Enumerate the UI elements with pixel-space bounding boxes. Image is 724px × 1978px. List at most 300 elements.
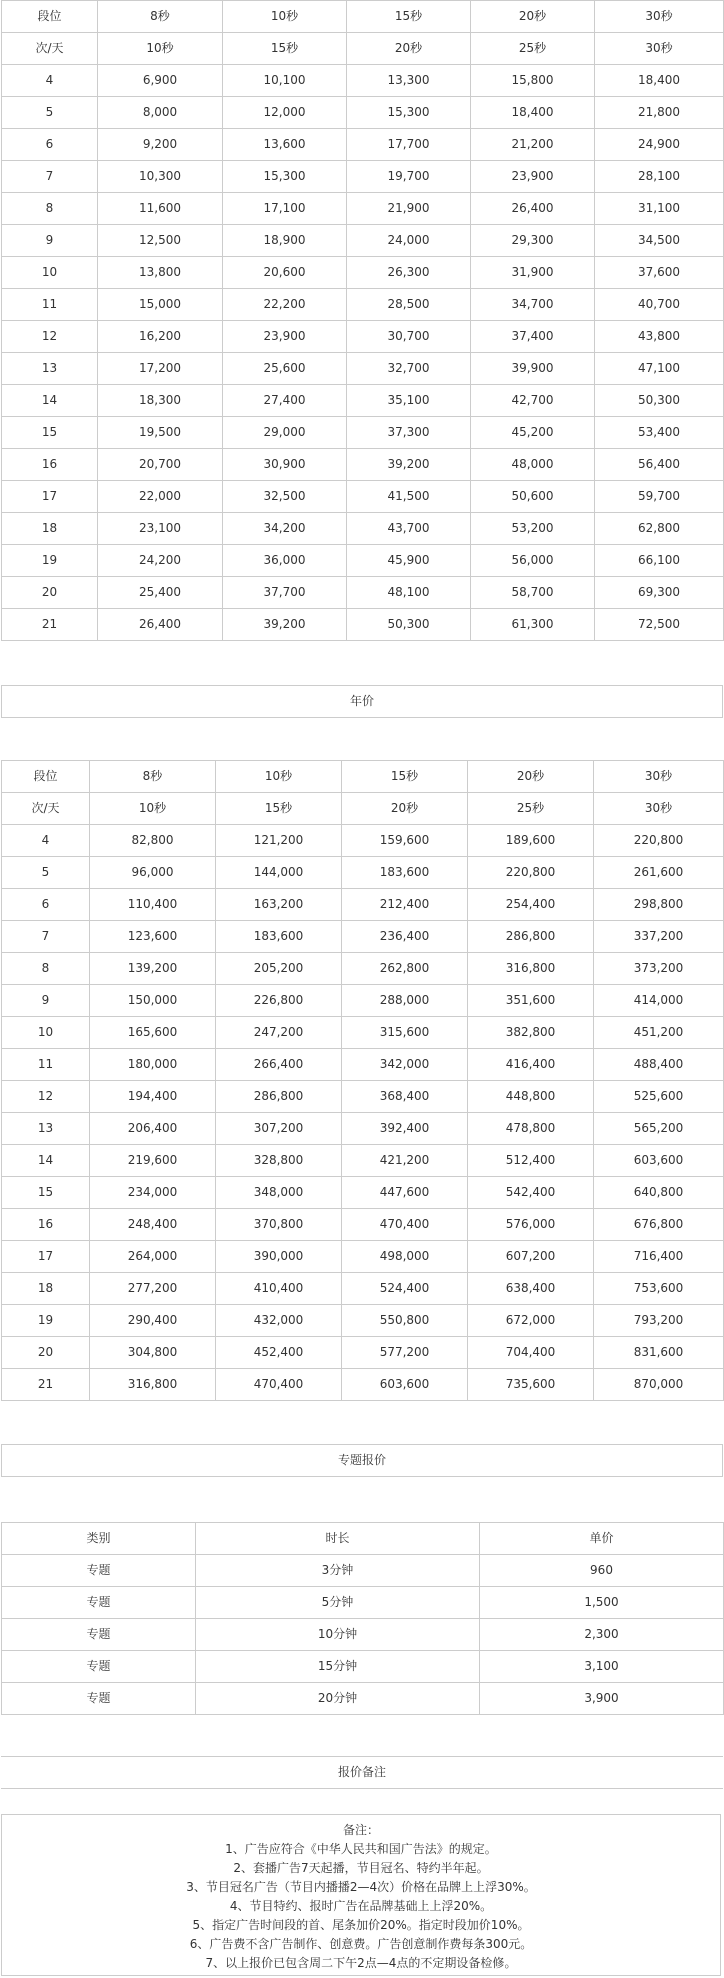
- table-cell: 30秒: [594, 793, 724, 825]
- table-cell: 13: [2, 353, 98, 385]
- table-cell: 15,800: [471, 65, 595, 97]
- table-cell: 26,300: [347, 257, 471, 289]
- table-cell: 316,800: [468, 953, 594, 985]
- table-cell: 25秒: [468, 793, 594, 825]
- table-cell: 4: [2, 65, 98, 97]
- table-cell: 59,700: [595, 481, 724, 513]
- table-cell: 23,100: [98, 513, 223, 545]
- table-cell: 793,200: [594, 1305, 724, 1337]
- table-cell: 753,600: [594, 1273, 724, 1305]
- table-row: [2, 449, 724, 481]
- table-cell: 16: [2, 1209, 90, 1241]
- table-cell: 189,600: [468, 825, 594, 857]
- table-cell: 17,200: [98, 353, 223, 385]
- table-cell: 32,700: [347, 353, 471, 385]
- special-topic-price-table: [1, 1522, 724, 1715]
- table-cell: 23,900: [223, 321, 347, 353]
- table-cell: 1,500: [480, 1587, 724, 1619]
- table-row: [2, 825, 724, 857]
- table-cell: 960: [480, 1555, 724, 1587]
- table-cell: 286,800: [468, 921, 594, 953]
- table-header-row: [2, 793, 724, 825]
- table-cell: 139,200: [90, 953, 216, 985]
- table-cell: 368,400: [342, 1081, 468, 1113]
- table-cell: 12,000: [223, 97, 347, 129]
- table-cell: 41,500: [347, 481, 471, 513]
- table-cell: 15: [2, 417, 98, 449]
- table-cell: 30,700: [347, 321, 471, 353]
- table-cell: 13,600: [223, 129, 347, 161]
- table-cell: 315,600: [342, 1017, 468, 1049]
- daily-price-table-body: [2, 1, 724, 641]
- note-line-5: 5、指定广告时间段的首、尾条加价20%。指定时段加价10%。: [192, 1918, 530, 1932]
- table-cell: 20,600: [223, 257, 347, 289]
- table-cell: 24,900: [595, 129, 724, 161]
- table-cell: 32,500: [223, 481, 347, 513]
- table-cell: 37,600: [595, 257, 724, 289]
- table-cell: 31,900: [471, 257, 595, 289]
- table-cell: 40,700: [595, 289, 724, 321]
- table-cell: 316,800: [90, 1369, 216, 1401]
- table-cell: 498,000: [342, 1241, 468, 1273]
- table-cell: 447,600: [342, 1177, 468, 1209]
- table-cell: 39,200: [347, 449, 471, 481]
- table-cell: 34,700: [471, 289, 595, 321]
- table-row: [2, 1241, 724, 1273]
- table-cell: 6: [2, 129, 98, 161]
- table-cell: 25秒: [471, 33, 595, 65]
- table-row: [2, 1369, 724, 1401]
- table-cell: 50,600: [471, 481, 595, 513]
- table-cell: 13,300: [347, 65, 471, 97]
- table-cell: 21,800: [595, 97, 724, 129]
- table-cell: 13: [2, 1113, 90, 1145]
- table-cell: 390,000: [216, 1241, 342, 1273]
- table-cell: 39,200: [223, 609, 347, 641]
- table-cell: 638,400: [468, 1273, 594, 1305]
- table-cell: 212,400: [342, 889, 468, 921]
- table-cell: 28,100: [595, 161, 724, 193]
- table-cell: 16,200: [98, 321, 223, 353]
- table-row: [2, 129, 724, 161]
- table-cell: 19: [2, 545, 98, 577]
- table-cell: 205,200: [216, 953, 342, 985]
- table-cell: 11: [2, 289, 98, 321]
- table-cell: 150,000: [90, 985, 216, 1017]
- table-row: [2, 417, 724, 449]
- table-cell: 870,000: [594, 1369, 724, 1401]
- notes-box: [1, 1814, 721, 1976]
- table-cell: 10秒: [98, 33, 223, 65]
- table-cell: 次/天: [2, 33, 98, 65]
- table-cell: 56,000: [471, 545, 595, 577]
- table-cell: 432,000: [216, 1305, 342, 1337]
- table-cell: 8秒: [98, 1, 223, 33]
- table-cell: 48,000: [471, 449, 595, 481]
- table-cell: 25,600: [223, 353, 347, 385]
- table-cell: 20: [2, 1337, 90, 1369]
- table-cell: 11,600: [98, 193, 223, 225]
- table-cell: 29,300: [471, 225, 595, 257]
- table-row: [2, 1555, 724, 1587]
- table-cell: 22,000: [98, 481, 223, 513]
- table-cell: 43,700: [347, 513, 471, 545]
- table-cell: 382,800: [468, 1017, 594, 1049]
- table-cell: 20秒: [347, 33, 471, 65]
- table-cell: 7: [2, 921, 90, 953]
- table-cell: 370,800: [216, 1209, 342, 1241]
- table-cell: 7: [2, 161, 98, 193]
- table-cell: 82,800: [90, 825, 216, 857]
- table-cell: 337,200: [594, 921, 724, 953]
- table-cell: 676,800: [594, 1209, 724, 1241]
- table-cell: 15秒: [342, 761, 468, 793]
- table-cell: 351,600: [468, 985, 594, 1017]
- daily-price-table: [1, 0, 724, 641]
- table-cell: 603,600: [594, 1145, 724, 1177]
- table-row: [2, 857, 724, 889]
- table-cell: 47,100: [595, 353, 724, 385]
- table-row: [2, 353, 724, 385]
- table-cell: 6: [2, 889, 90, 921]
- table-row: [2, 161, 724, 193]
- table-cell: 21,200: [471, 129, 595, 161]
- note-line-7: 7、以上报价已包含周二下午2点—4点的不定期设备检修。: [205, 1956, 517, 1970]
- table-row: [2, 1177, 724, 1209]
- table-cell: 17: [2, 481, 98, 513]
- table-cell: 640,800: [594, 1177, 724, 1209]
- table-header-row: [2, 33, 724, 65]
- table-cell: 410,400: [216, 1273, 342, 1305]
- table-row: [2, 921, 724, 953]
- table-cell: 15秒: [216, 793, 342, 825]
- table-cell: 18: [2, 513, 98, 545]
- table-cell: 194,400: [90, 1081, 216, 1113]
- table-row: [2, 609, 724, 641]
- table-row: [2, 193, 724, 225]
- table-cell: 277,200: [90, 1273, 216, 1305]
- table-row: [2, 1113, 724, 1145]
- table-cell: 448,800: [468, 1081, 594, 1113]
- note-line-1: 1、广告应符合《中华人民共和国广告法》的规定。: [225, 1842, 497, 1856]
- table-cell: 261,600: [594, 857, 724, 889]
- notes-title: 备注：: [342, 1823, 379, 1837]
- table-cell: 264,000: [90, 1241, 216, 1273]
- table-cell: 9,200: [98, 129, 223, 161]
- table-cell: 3分钟: [196, 1555, 480, 1587]
- table-row: [2, 1145, 724, 1177]
- section-title-annual-price: 年价: [1, 685, 723, 718]
- table-row: [2, 65, 724, 97]
- table-cell: 专题: [2, 1683, 196, 1715]
- table-row: [2, 1651, 724, 1683]
- table-cell: 542,400: [468, 1177, 594, 1209]
- table-cell: 37,700: [223, 577, 347, 609]
- table-cell: 10: [2, 1017, 90, 1049]
- table-cell: 220,800: [468, 857, 594, 889]
- table-cell: 12: [2, 321, 98, 353]
- table-cell: 11: [2, 1049, 90, 1081]
- table-cell: 45,200: [471, 417, 595, 449]
- table-cell: 8,000: [98, 97, 223, 129]
- table-cell: 段位: [2, 1, 98, 33]
- table-cell: 19,700: [347, 161, 471, 193]
- table-row: [2, 953, 724, 985]
- table-cell: 603,600: [342, 1369, 468, 1401]
- table-cell: 18,400: [595, 65, 724, 97]
- table-cell: 716,400: [594, 1241, 724, 1273]
- table-cell: 672,000: [468, 1305, 594, 1337]
- table-cell: 392,400: [342, 1113, 468, 1145]
- table-cell: 121,200: [216, 825, 342, 857]
- table-cell: 342,000: [342, 1049, 468, 1081]
- table-cell: 15,300: [223, 161, 347, 193]
- table-cell: 414,000: [594, 985, 724, 1017]
- table-row: [2, 513, 724, 545]
- table-cell: 5: [2, 857, 90, 889]
- table-cell: 单价: [480, 1523, 724, 1555]
- table-cell: 262,800: [342, 953, 468, 985]
- table-cell: 607,200: [468, 1241, 594, 1273]
- table-header-row: [2, 1523, 724, 1555]
- table-cell: 18,300: [98, 385, 223, 417]
- table-cell: 15秒: [347, 1, 471, 33]
- table-cell: 53,400: [595, 417, 724, 449]
- table-cell: 328,800: [216, 1145, 342, 1177]
- table-cell: 236,400: [342, 921, 468, 953]
- table-cell: 8秒: [90, 761, 216, 793]
- table-cell: 17,700: [347, 129, 471, 161]
- table-row: [2, 1619, 724, 1651]
- table-header-row: [2, 1, 724, 33]
- table-cell: 3,900: [480, 1683, 724, 1715]
- note-line-2: 2、套播广告7天起播，节目冠名、特约半年起。: [233, 1861, 489, 1875]
- table-cell: 180,000: [90, 1049, 216, 1081]
- table-cell: 144,000: [216, 857, 342, 889]
- table-cell: 165,600: [90, 1017, 216, 1049]
- table-cell: 类别: [2, 1523, 196, 1555]
- table-cell: 525,600: [594, 1081, 724, 1113]
- table-cell: 550,800: [342, 1305, 468, 1337]
- table-cell: 21: [2, 1369, 90, 1401]
- table-cell: 524,400: [342, 1273, 468, 1305]
- table-cell: 69,300: [595, 577, 724, 609]
- table-cell: 29,000: [223, 417, 347, 449]
- table-cell: 248,400: [90, 1209, 216, 1241]
- table-cell: 段位: [2, 761, 90, 793]
- table-cell: 16: [2, 449, 98, 481]
- table-row: [2, 1587, 724, 1619]
- table-cell: 21: [2, 609, 98, 641]
- table-cell: 565,200: [594, 1113, 724, 1145]
- table-cell: 42,700: [471, 385, 595, 417]
- table-cell: 421,200: [342, 1145, 468, 1177]
- table-cell: 5分钟: [196, 1587, 480, 1619]
- table-cell: 373,200: [594, 953, 724, 985]
- table-cell: 512,400: [468, 1145, 594, 1177]
- table-cell: 22,200: [223, 289, 347, 321]
- table-cell: 220,800: [594, 825, 724, 857]
- table-row: [2, 889, 724, 921]
- table-row: [2, 1305, 724, 1337]
- table-cell: 6,900: [98, 65, 223, 97]
- table-cell: 123,600: [90, 921, 216, 953]
- table-cell: 183,600: [216, 921, 342, 953]
- note-line-3: 3、节目冠名广告（节目内播播2—4次）价格在品牌上上浮30%。: [186, 1880, 536, 1894]
- table-cell: 206,400: [90, 1113, 216, 1145]
- table-cell: 18,400: [471, 97, 595, 129]
- table-cell: 416,400: [468, 1049, 594, 1081]
- table-cell: 735,600: [468, 1369, 594, 1401]
- table-cell: 61,300: [471, 609, 595, 641]
- table-cell: 18,900: [223, 225, 347, 257]
- table-cell: 48,100: [347, 577, 471, 609]
- table-cell: 254,400: [468, 889, 594, 921]
- table-cell: 10: [2, 257, 98, 289]
- table-cell: 次/天: [2, 793, 90, 825]
- table-cell: 15分钟: [196, 1651, 480, 1683]
- table-cell: 37,400: [471, 321, 595, 353]
- table-row: [2, 1209, 724, 1241]
- table-cell: 72,500: [595, 609, 724, 641]
- table-cell: 10秒: [223, 1, 347, 33]
- table-cell: 15: [2, 1177, 90, 1209]
- table-cell: 12: [2, 1081, 90, 1113]
- table-cell: 26,400: [471, 193, 595, 225]
- table-cell: 348,000: [216, 1177, 342, 1209]
- table-cell: 831,600: [594, 1337, 724, 1369]
- table-cell: 专题: [2, 1555, 196, 1587]
- table-cell: 577,200: [342, 1337, 468, 1369]
- section-title-price-notes: 报价备注: [1, 1756, 723, 1789]
- table-row: [2, 1337, 724, 1369]
- table-row: [2, 225, 724, 257]
- table-cell: 20分钟: [196, 1683, 480, 1715]
- table-cell: 9: [2, 225, 98, 257]
- table-cell: 50,300: [347, 609, 471, 641]
- table-cell: 66,100: [595, 545, 724, 577]
- table-cell: 36,000: [223, 545, 347, 577]
- table-cell: 30,900: [223, 449, 347, 481]
- section-title-special-topic-price: 专题报价: [1, 1444, 723, 1477]
- table-cell: 10秒: [216, 761, 342, 793]
- table-cell: 25,400: [98, 577, 223, 609]
- table-cell: 45,900: [347, 545, 471, 577]
- table-cell: 163,200: [216, 889, 342, 921]
- table-cell: 20秒: [342, 793, 468, 825]
- table-cell: 35,100: [347, 385, 471, 417]
- table-cell: 27,400: [223, 385, 347, 417]
- table-cell: 专题: [2, 1619, 196, 1651]
- table-cell: 26,400: [98, 609, 223, 641]
- table-cell: 304,800: [90, 1337, 216, 1369]
- table-cell: 488,400: [594, 1049, 724, 1081]
- table-cell: 452,400: [216, 1337, 342, 1369]
- table-cell: 219,600: [90, 1145, 216, 1177]
- table-cell: 30秒: [595, 1, 724, 33]
- table-cell: 18: [2, 1273, 90, 1305]
- table-row: [2, 1273, 724, 1305]
- table-cell: 58,700: [471, 577, 595, 609]
- table-cell: 30秒: [595, 33, 724, 65]
- table-cell: 266,400: [216, 1049, 342, 1081]
- table-cell: 43,800: [595, 321, 724, 353]
- table-cell: 20秒: [471, 1, 595, 33]
- table-cell: 226,800: [216, 985, 342, 1017]
- table-cell: 50,300: [595, 385, 724, 417]
- table-cell: 234,000: [90, 1177, 216, 1209]
- table-cell: 24,000: [347, 225, 471, 257]
- table-cell: 704,400: [468, 1337, 594, 1369]
- table-cell: 8: [2, 193, 98, 225]
- table-cell: 576,000: [468, 1209, 594, 1241]
- special-topic-price-table-body: [2, 1523, 724, 1715]
- table-row: [2, 1081, 724, 1113]
- table-cell: 12,500: [98, 225, 223, 257]
- table-cell: 24,200: [98, 545, 223, 577]
- note-line-6: 6、广告费不含广告制作、创意费。广告创意制作费每条300元。: [189, 1937, 533, 1951]
- table-cell: 10秒: [90, 793, 216, 825]
- table-cell: 34,200: [223, 513, 347, 545]
- table-row: [2, 385, 724, 417]
- table-cell: 2,300: [480, 1619, 724, 1651]
- table-cell: 20,700: [98, 449, 223, 481]
- table-row: [2, 577, 724, 609]
- table-cell: 14: [2, 1145, 90, 1177]
- table-cell: 3,100: [480, 1651, 724, 1683]
- table-row: [2, 289, 724, 321]
- table-row: [2, 985, 724, 1017]
- table-cell: 451,200: [594, 1017, 724, 1049]
- table-cell: 专题: [2, 1587, 196, 1619]
- table-cell: 9: [2, 985, 90, 1017]
- table-row: [2, 321, 724, 353]
- annual-price-table: [1, 760, 724, 1401]
- table-cell: 20: [2, 577, 98, 609]
- table-cell: 23,900: [471, 161, 595, 193]
- table-cell: 专题: [2, 1651, 196, 1683]
- table-cell: 53,200: [471, 513, 595, 545]
- table-cell: 17,100: [223, 193, 347, 225]
- table-cell: 20秒: [468, 761, 594, 793]
- table-cell: 8: [2, 953, 90, 985]
- table-cell: 478,800: [468, 1113, 594, 1145]
- table-cell: 286,800: [216, 1081, 342, 1113]
- table-cell: 30秒: [594, 761, 724, 793]
- table-cell: 470,400: [216, 1369, 342, 1401]
- table-cell: 15,000: [98, 289, 223, 321]
- table-row: [2, 97, 724, 129]
- table-row: [2, 1683, 724, 1715]
- table-row: [2, 1049, 724, 1081]
- table-cell: 247,200: [216, 1017, 342, 1049]
- table-cell: 37,300: [347, 417, 471, 449]
- table-cell: 10,100: [223, 65, 347, 97]
- table-cell: 159,600: [342, 825, 468, 857]
- annual-price-table-body: [2, 761, 724, 1401]
- table-header-row: [2, 761, 724, 793]
- table-cell: 110,400: [90, 889, 216, 921]
- table-cell: 290,400: [90, 1305, 216, 1337]
- table-cell: 34,500: [595, 225, 724, 257]
- table-cell: 15秒: [223, 33, 347, 65]
- table-cell: 62,800: [595, 513, 724, 545]
- table-cell: 15,300: [347, 97, 471, 129]
- table-cell: 13,800: [98, 257, 223, 289]
- table-cell: 288,000: [342, 985, 468, 1017]
- table-cell: 56,400: [595, 449, 724, 481]
- table-cell: 96,000: [90, 857, 216, 889]
